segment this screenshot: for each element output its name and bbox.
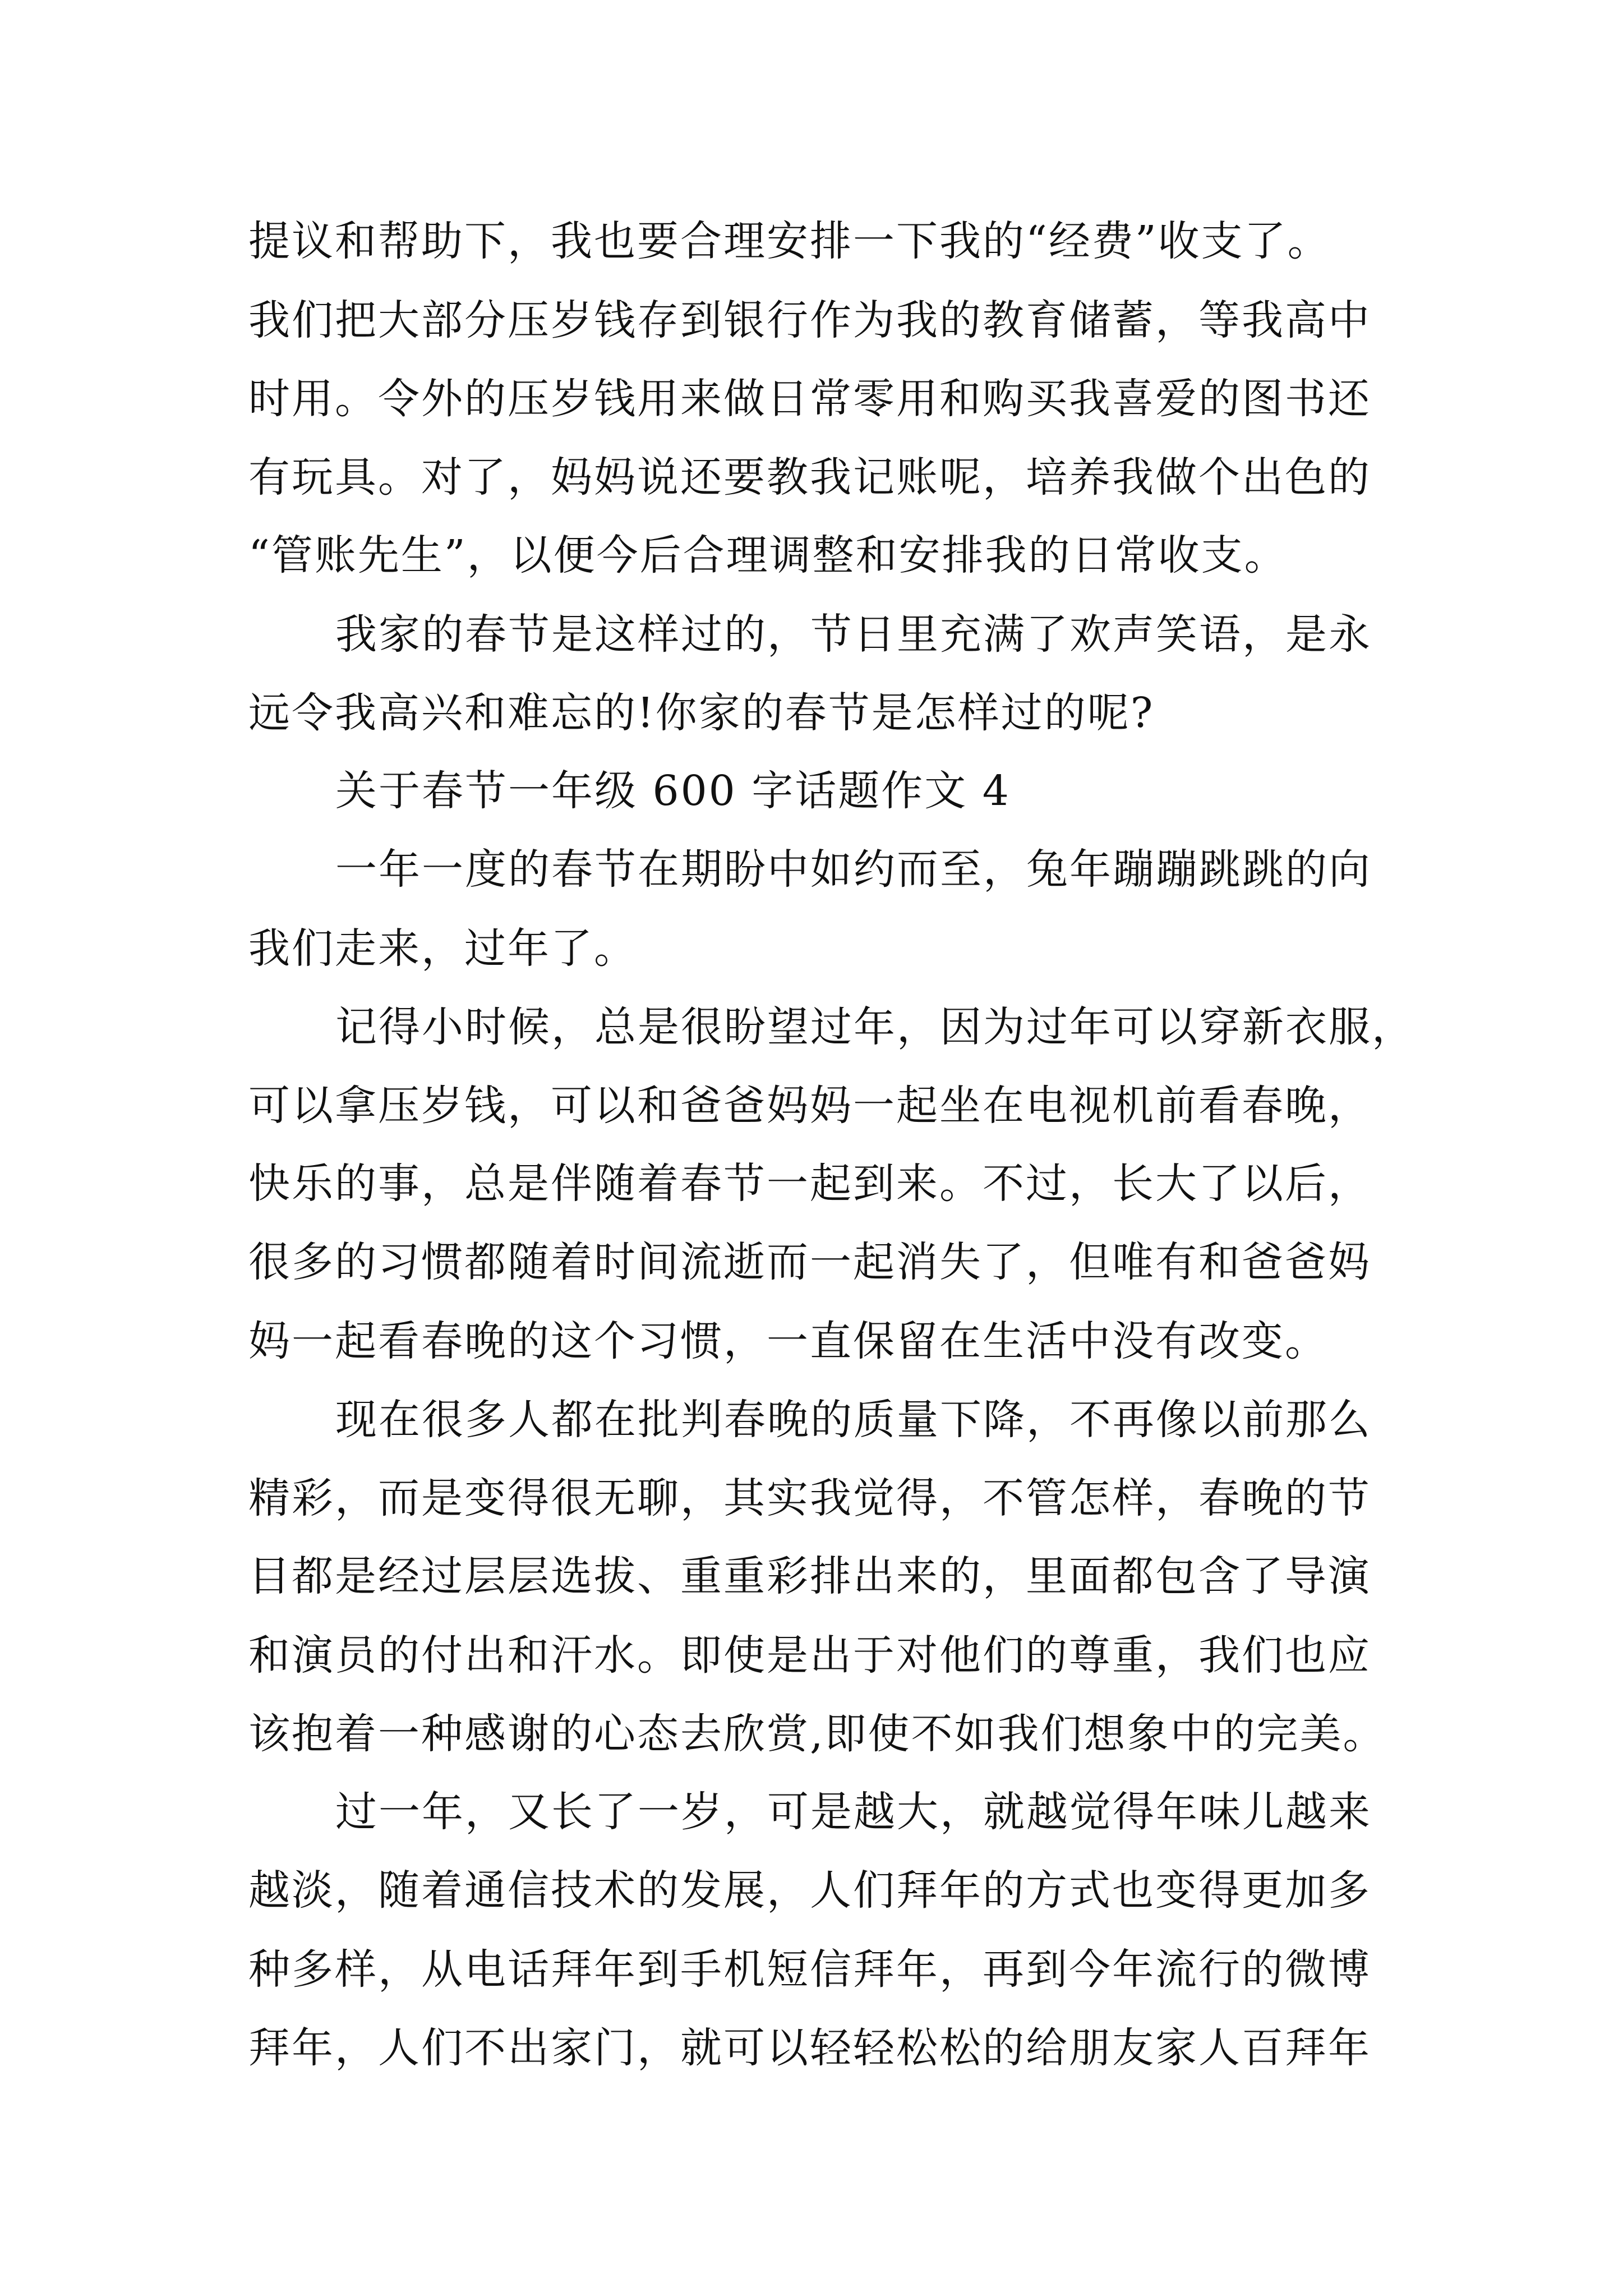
- text-line: 该抱着一种感谢的心态去欣赏,即使不如我们想象中的完美。: [248, 1710, 1386, 1758]
- text-line: 越淡，随着通信技术的发展，人们拜年的方式也变得更加多: [248, 1866, 1371, 1915]
- text-line: 种多样，从电话拜年到手机短信拜年，再到今年流行的微博: [248, 1945, 1371, 1994]
- text-line: 提议和帮助下，我也要合理安排一下我的“经费”收支了。: [248, 217, 1331, 265]
- text-line: 和演员的付出和汗水。即使是出于对他们的尊重，我们也应: [248, 1631, 1371, 1680]
- text-line: 可以拿压岁钱，可以和爸爸妈妈一起坐在电视机前看春晚，: [248, 1082, 1371, 1130]
- section-heading: 关于春节一年级 600 字话题作文 4: [335, 767, 1011, 815]
- text-line: 一年一度的春节在期盼中如约而至，兔年蹦蹦跳跳的向: [335, 845, 1372, 894]
- text-line: “管账先生”，以便今后合理调整和安排我的日常收支。: [248, 531, 1288, 579]
- text-line: 目都是经过层层选拔、重重彩排出来的，里面都包含了导演: [248, 1552, 1371, 1600]
- text-line: 有玩具。对了，妈妈说还要教我记账呢，培养我做个出色的: [248, 453, 1371, 501]
- text-line: 我们把大部分压岁钱存到银行作为我的教育储蓄，等我高中: [248, 296, 1371, 344]
- text-line: 时用。令外的压岁钱用来做日常零用和购买我喜爱的图书还: [248, 375, 1371, 423]
- text-line: 我家的春节是这样过的，节日里充满了欢声笑语，是永: [335, 610, 1372, 659]
- text-line: 妈一起看春晚的这个习惯，一直保留在生活中没有改变。: [248, 1317, 1328, 1365]
- text-line: 现在很多人都在批判春晚的质量下降，不再像以前那么: [335, 1396, 1372, 1444]
- text-line: 过一年，又长了一岁，可是越大，就越觉得年味儿越来: [335, 1788, 1372, 1836]
- text-line: 远令我高兴和难忘的!你家的春节是怎样过的呢?: [248, 689, 1155, 737]
- text-line: 我们走来，过年了。: [248, 924, 637, 973]
- text-line: 拜年，人们不出家门，就可以轻轻松松的给朋友家人百拜年: [248, 2024, 1371, 2072]
- text-line: 记得小时候，总是很盼望过年，因为过年可以穿新衣服，: [335, 1003, 1415, 1051]
- text-line: 很多的习惯都随着时间流逝而一起消失了，但唯有和爸爸妈: [248, 1238, 1371, 1286]
- text-line: 精彩，而是变得很无聊，其实我觉得，不管怎样，春晚的节: [248, 1474, 1371, 1522]
- text-line: 快乐的事，总是伴随着春节一起到来。不过，长大了以后，: [248, 1159, 1371, 1208]
